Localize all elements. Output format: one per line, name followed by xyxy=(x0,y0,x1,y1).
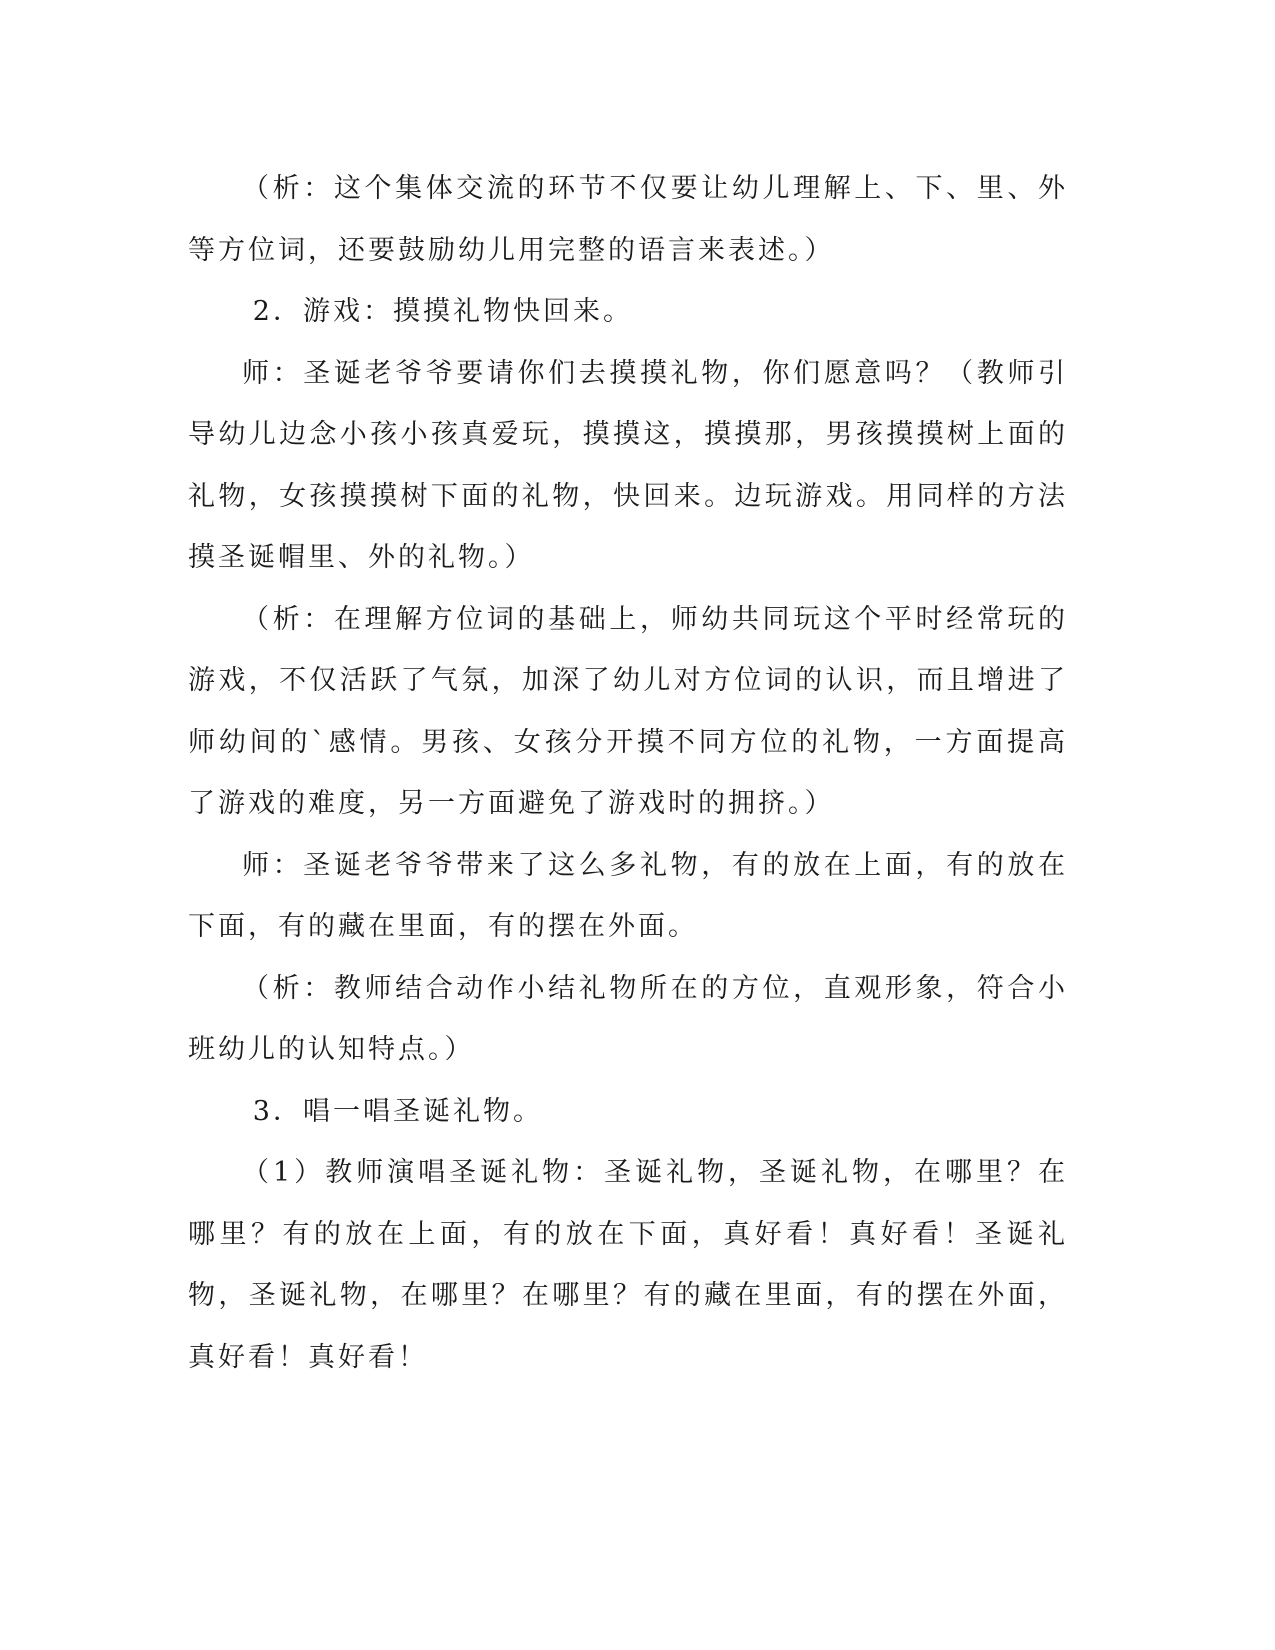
analysis-paragraph-2: （析：在理解方位词的基础上，师幼共同玩这个平时经常玩的游戏，不仅活跃了气氛，加深了幼儿对方位词的认识，而且增进了师幼间的`感情。男孩、女孩分开摸不同方位的礼物，一方面提高了游戏的难度，另一方面避免了游戏时的拥挤。） xyxy=(188,603,1068,819)
analysis-paragraph-1: （析：这个集体交流的环节不仅要让幼儿理解上、下、里、外等方位词，还要鼓励幼儿用完整的语言来表述。） xyxy=(188,173,1068,266)
teacher-dialogue-paragraph-2: 师：圣诞老爷爷带来了这么多礼物，有的放在上面，有的放在下面，有的藏在里面，有的摆在外面。 xyxy=(188,849,1068,942)
teacher-dialogue-paragraph-1: 师：圣诞老爷爷要请你们去摸摸礼物，你们愿意吗？（教师引导幼儿边念小孩小孩真爱玩，摸摸这，摸摸那，男孩摸摸树上面的礼物，女孩摸摸树下面的礼物，快回来。边玩游戏。用同样的方法摸圣诞帽里、外的礼物。） xyxy=(188,357,1068,573)
document-body xyxy=(188,158,1068,1388)
song-lyrics-paragraph: （1）教师演唱圣诞礼物：圣诞礼物，圣诞礼物，在哪里？在哪里？有的放在上面，有的放在下面，真好看！真好看！圣诞礼物，圣诞礼物，在哪里？在哪里？有的藏在里面，有的摆在外面，真好看！真好看！ xyxy=(188,1157,1068,1373)
analysis-paragraph-3: （析：教师结合动作小结礼物所在的方位，直观形象，符合小班幼儿的认知特点。） xyxy=(188,972,1068,1065)
section-heading-game: 2．游戏：摸摸礼物快回来。 xyxy=(252,296,633,327)
section-heading-song: 3．唱一唱圣诞礼物。 xyxy=(252,1095,543,1127)
